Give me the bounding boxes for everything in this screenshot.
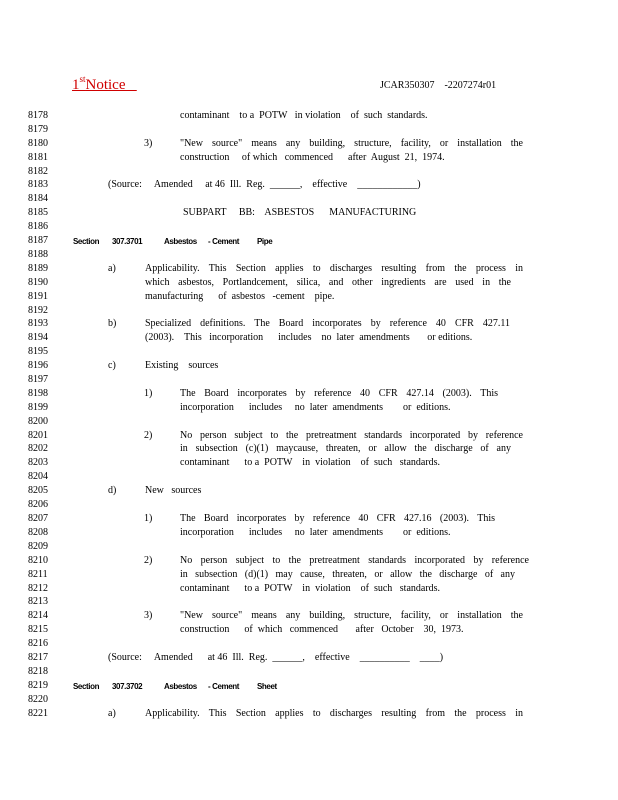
line-text: "New source" means any building, structure, facility, or installation the [180, 610, 523, 621]
line-text: a) [108, 263, 116, 274]
section-heading-text: Section [73, 682, 100, 691]
line-number: 8178 [28, 110, 48, 121]
line-text: No person subject to the pretreatment standards incorporated by reference [180, 555, 529, 566]
line-text: "New source" means any building, structure, facility, or installation the [180, 138, 523, 149]
line-number: 8206 [28, 499, 48, 510]
line-number: 8190 [28, 277, 48, 288]
line-number: 8218 [28, 666, 48, 677]
line-number: 8182 [28, 166, 48, 177]
line-number: 8193 [28, 318, 48, 329]
line-text: 2) [144, 555, 153, 566]
line-number: 8189 [28, 263, 48, 274]
line-text: Applicability. This Section applies to discharges resulting from the process in [145, 263, 523, 274]
line-number: 8210 [28, 555, 48, 566]
line-text: incorporation includes no later amendments or editions. [180, 527, 451, 538]
section-heading-text: 307.3701 [112, 237, 143, 246]
line-number: 8213 [28, 596, 48, 607]
line-number: 8211 [28, 569, 48, 580]
line-number: 8183 [28, 179, 48, 190]
line-number: 8187 [28, 235, 48, 246]
line-text: SUBPART BB: ASBESTOS MANUFACTURING [183, 207, 417, 218]
line-number: 8195 [28, 346, 48, 357]
line-number: 8191 [28, 291, 48, 302]
line-text: b) [108, 318, 117, 329]
line-number: 8188 [28, 249, 48, 260]
line-text: 2) [144, 430, 153, 441]
line-text: Specialized definitions. The Board incorporates by reference 40 CFR 427.11 [145, 318, 510, 329]
line-text: a) [108, 708, 116, 719]
line-number: 8199 [28, 402, 48, 413]
document-code: JCAR350307 -2207274r01 [380, 80, 497, 91]
line-text: New sources [145, 485, 202, 496]
line-text: construction of which commenced after August 21, 1974. [180, 152, 445, 163]
line-text: contaminant to a POTW in violation of such standards. [180, 583, 441, 594]
section-heading-text: Section [73, 237, 100, 246]
line-number: 8201 [28, 430, 48, 441]
line-text: in subsection (d)(1) may cause, threaten, or allow the discharge of any [180, 569, 515, 580]
line-number: 8186 [28, 221, 48, 232]
line-number: 8203 [28, 457, 48, 468]
line-number: 8194 [28, 332, 48, 343]
line-text: The Board incorporates by reference 40 CFR 427.16 (2003). This [180, 513, 495, 524]
line-text: which asbestos, Portlandcement, silica, and other ingredients are used in the [145, 277, 511, 288]
line-number: 8204 [28, 471, 48, 482]
line-text: (2003). This incorporation includes no later amendments or editions. [145, 332, 473, 343]
section-heading-text: Asbestos [164, 682, 197, 691]
line-text: d) [108, 485, 117, 496]
line-number: 8216 [28, 638, 48, 649]
line-number: 8212 [28, 583, 48, 594]
notice-number: 1 [72, 77, 80, 93]
line-number: 8207 [28, 513, 48, 524]
section-heading-text: Pipe [257, 237, 273, 246]
line-number: 8179 [28, 124, 48, 135]
line-number: 8196 [28, 360, 48, 371]
line-text: (Source: Amended at 46 Ill. Reg. ______, effective __________ ____) [108, 652, 444, 663]
line-number: 8197 [28, 374, 48, 385]
line-text: contaminant to a POTW in violation of such standards. [180, 110, 428, 121]
notice-word: Notice [85, 77, 126, 93]
line-text: No person subject to the pretreatment standards incorporated by reference [180, 430, 523, 441]
line-number: 8214 [28, 610, 48, 621]
line-text: Existing sources [145, 360, 219, 371]
line-number: 8185 [28, 207, 48, 218]
line-number: 8219 [28, 680, 48, 691]
section-heading-text: - Cement [208, 237, 240, 246]
line-number: 8221 [28, 708, 48, 719]
notice-header [72, 74, 137, 94]
line-text: Applicability. This Section applies to discharges resulting from the process in [145, 708, 523, 719]
line-text: contaminant to a POTW in violation of such standards. [180, 457, 441, 468]
line-text: (Source: Amended at 46 Ill. Reg. ______, effective ____________) [108, 179, 421, 190]
line-number: 8208 [28, 527, 48, 538]
line-number: 8200 [28, 416, 48, 427]
line-number: 8181 [28, 152, 48, 163]
line-text: The Board incorporates by reference 40 CFR 427.14 (2003). This [180, 388, 498, 399]
line-text: in subsection (c)(1) maycause, threaten, or allow the discharge of any [180, 443, 511, 454]
line-number: 8217 [28, 652, 48, 663]
line-text: 1) [144, 388, 153, 399]
line-number: 8192 [28, 305, 48, 316]
section-heading-text: Asbestos [164, 237, 197, 246]
line-number: 8198 [28, 388, 48, 399]
line-number: 8215 [28, 624, 48, 635]
line-text: manufacturing of asbestos -cement pipe. [145, 291, 335, 302]
line-text: c) [108, 360, 116, 371]
line-text: 1) [144, 513, 153, 524]
line-number: 8180 [28, 138, 48, 149]
line-number: 8184 [28, 193, 48, 204]
line-number: 8202 [28, 443, 48, 454]
line-number: 8220 [28, 694, 48, 705]
section-heading-text: 307.3702 [112, 682, 143, 691]
line-text: 3) [144, 610, 153, 621]
line-text: incorporation includes no later amendments or editions. [180, 402, 451, 413]
notice-ordinal-suffix: st [79, 74, 86, 84]
section-heading-text: Sheet [257, 682, 277, 691]
section-heading-text: - Cement [208, 682, 240, 691]
line-text: construction of which commenced after October 30, 1973. [180, 624, 464, 635]
line-number: 8205 [28, 485, 48, 496]
line-number: 8209 [28, 541, 48, 552]
line-text: 3) [144, 138, 153, 149]
